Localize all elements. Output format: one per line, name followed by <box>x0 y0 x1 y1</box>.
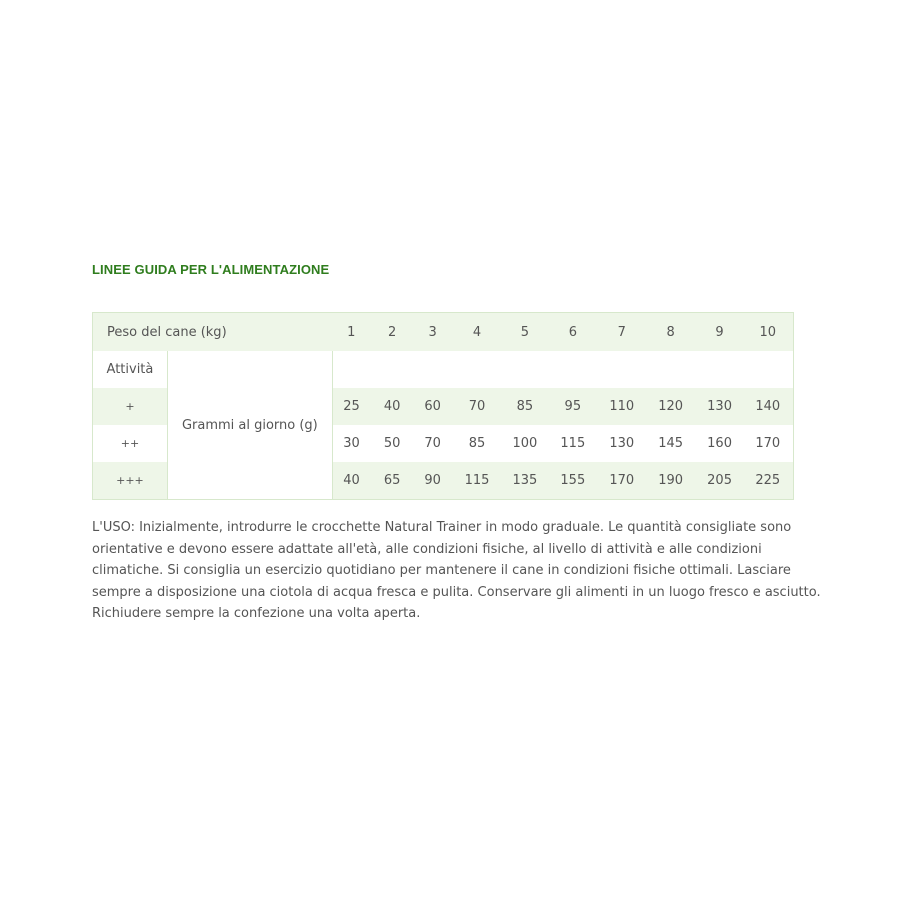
weight-cell: 3 <box>414 313 451 352</box>
activity-label: Attività <box>93 351 168 388</box>
activity-level: +++ <box>93 462 168 500</box>
weight-cell: 7 <box>599 313 645 352</box>
activity-header-row <box>93 351 794 388</box>
grams-cell: 110 <box>599 388 645 425</box>
weight-cell: 4 <box>451 313 503 352</box>
activity-level: + <box>93 388 168 425</box>
grams-cell: 100 <box>512 436 538 451</box>
usage-instructions: L'USO: Inizialmente, introdurre le crocchette Natural Trainer in modo graduale. Le quantità consigliate sono orientative e devono essere adattate all'età, alle condizioni fisiche, al livello di attività e alle condizioni climatiche. Si consiglia un esercizio quotidiano per mantenere il cane in condizioni fisiche ottimali. Lasciare sempre a disposizione una ciotola di acqua fresca e pulita. Conservare gli alimenti in un luogo fresco e asciutto. Richiudere sempre la confezione una volta aperta. <box>92 520 821 621</box>
activity-level: ++ <box>93 425 168 462</box>
weight-cell: 8 <box>645 313 697 352</box>
weight-cell: 5 <box>503 313 547 352</box>
feeding-table <box>92 312 794 500</box>
grams-cell: 70 <box>424 436 441 451</box>
grams-label: Grammi al giorno (g) <box>167 351 332 500</box>
grams-cell: 190 <box>645 462 697 500</box>
weight-cell: 9 <box>697 313 743 352</box>
grams-cell: 115 <box>560 436 586 451</box>
grams-cell: 25 <box>332 388 370 425</box>
grams-cell: 205 <box>697 462 743 500</box>
grams-cell: 225 <box>743 462 794 500</box>
grams-cell: 170 <box>755 436 781 451</box>
weight-cell: 2 <box>370 313 414 352</box>
grams-cell: 120 <box>645 388 697 425</box>
weight-label: Peso del cane (kg) <box>93 313 333 352</box>
grams-cell: 135 <box>503 462 547 500</box>
grams-cell: 130 <box>697 388 743 425</box>
section-title: LINEE GUIDA PER L'ALIMENTAZIONE <box>92 262 330 277</box>
grams-cell: 50 <box>383 436 401 451</box>
empty-cell <box>332 351 793 388</box>
grams-cell: 140 <box>743 388 794 425</box>
grams-cell: 160 <box>707 436 732 451</box>
weight-cell: 10 <box>743 313 794 352</box>
grams-cell: 130 <box>609 436 635 451</box>
grams-cell: 70 <box>451 388 503 425</box>
grams-cell: 95 <box>547 388 599 425</box>
grams-cell: 85 <box>503 388 547 425</box>
grams-cell: 85 <box>468 436 486 451</box>
grams-cell: 60 <box>414 388 451 425</box>
grams-cell: 115 <box>451 462 503 500</box>
grams-cell: 170 <box>599 462 645 500</box>
grams-cell: 65 <box>370 462 414 500</box>
grams-cell: 90 <box>414 462 451 500</box>
grams-cell: 155 <box>547 462 599 500</box>
weight-header-row <box>93 313 794 352</box>
grams-cell: 40 <box>332 462 370 500</box>
grams-cell: 40 <box>370 388 414 425</box>
weight-cell: 1 <box>332 313 370 352</box>
grams-cell: 145 <box>658 436 684 451</box>
weight-cell: 6 <box>547 313 599 352</box>
grams-cell: 30 <box>343 436 360 451</box>
